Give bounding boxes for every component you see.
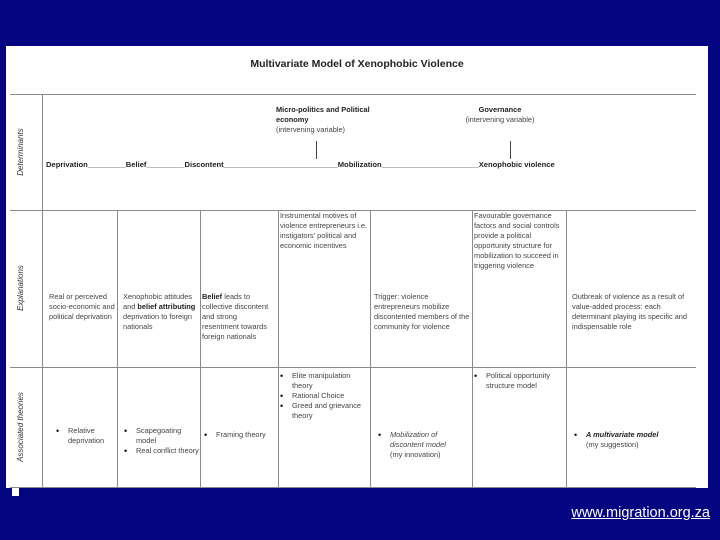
diagram-title: Multivariate Model of Xenophobic Violence (250, 58, 464, 70)
list-item: • Relative deprivation (54, 426, 118, 446)
list-item: • Rational Choice (278, 391, 370, 401)
row-label-determinants: Determinants (16, 128, 25, 176)
discontent-theories (202, 430, 274, 440)
row-label-associated-theories: Associated theories (16, 392, 25, 462)
list-item: • Framing theory (202, 430, 274, 440)
list-item: • A multivariate model (my suggestion) (572, 430, 696, 450)
list-item: • Scapegoating model (122, 426, 202, 446)
list-item: • Greed and grievance theory (278, 401, 370, 421)
list-item: • Real conflict theory (122, 446, 202, 456)
outbreak-text: Outbreak of violence as a result of value-added process: each determinant playing its specific and indispensable role (572, 292, 688, 331)
belief-text: Belief leads to collective discontent and strong resentment towards foreign nationals (202, 292, 269, 341)
micro-politics-theories (278, 371, 370, 421)
footer-link[interactable]: www.migration.org.za (571, 505, 710, 521)
mobilization-theories (376, 430, 472, 460)
column-divider (370, 210, 371, 487)
micro-politics-connector (316, 141, 317, 159)
deprivation-theories (54, 426, 118, 446)
governance-theories (472, 371, 564, 391)
slide-bullet-marker (12, 488, 19, 496)
governance-factors-text: Favourable governance factors and social controls provide a political opportunity structure for mobilization to succeed in triggering violence (474, 211, 560, 270)
column-divider (472, 210, 473, 487)
row-divider (10, 367, 696, 368)
list-item: • Political opportunity structure model (472, 371, 564, 391)
row-label-explanations: Explanations (16, 265, 25, 311)
label-column-divider (42, 95, 43, 487)
trigger-text: Trigger: violence entrepreneurs mobilize discontented members of the community for violence (374, 292, 470, 331)
belief-theories (122, 426, 202, 456)
column-divider (566, 210, 567, 487)
list-item: • Elite manipulation theory (278, 371, 370, 391)
deprivation-text: Real or perceived socio-economic and political deprivation (49, 292, 115, 321)
micro-politics-heading: Micro-politics and Political economy (intervening variable) (276, 105, 370, 134)
violence-theories (572, 430, 696, 450)
governance-connector (510, 141, 511, 159)
list-item: • Mobilization of discontent model (my innovation) (376, 430, 472, 460)
governance-heading: Governance (intervening variable) (465, 105, 535, 124)
causal-chain: Deprivation_________Belief_________Discontent___________________________Mobilization_______________________Xenophobic violence (46, 160, 555, 169)
instrumental-motives-text: Instrumental motives of violence entrepreneurs i.e. instigators' political and economic incentives (280, 211, 368, 250)
slide-panel (6, 46, 708, 488)
xenophobic-attitudes-text: Xenophobic attitudes and belief attributing deprivation to foreign nationals (123, 292, 196, 331)
column-divider (278, 210, 279, 487)
